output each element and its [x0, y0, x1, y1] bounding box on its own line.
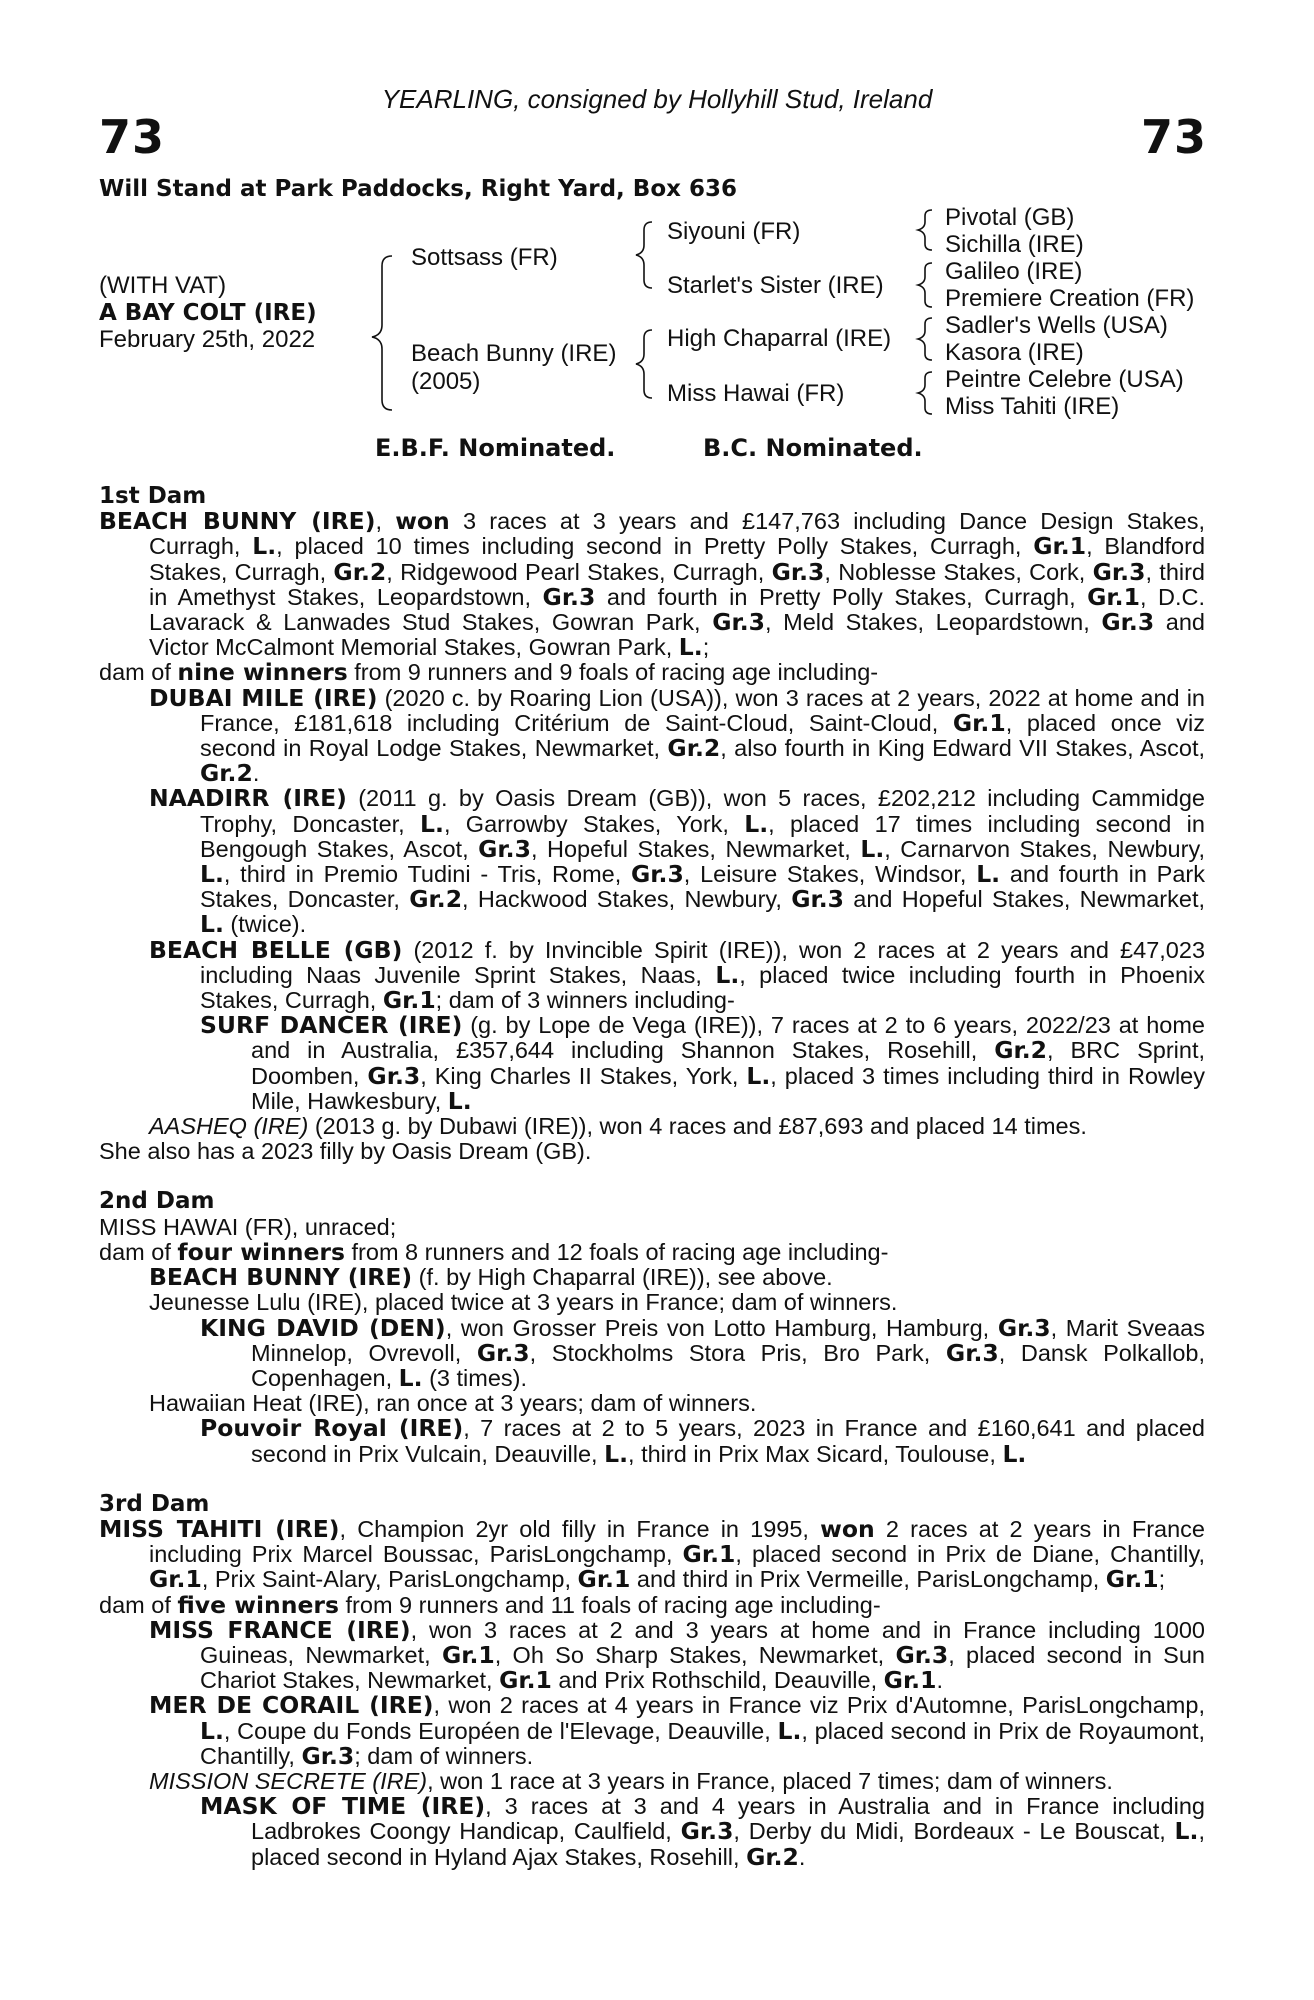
- stand-location: Will Stand at Park Paddocks, Right Yard, Box 636: [99, 176, 737, 202]
- pedigree-ggp-6: Kasora (IRE): [945, 339, 1084, 366]
- catalogue-body: [99, 484, 1205, 1870]
- pedigree-sire-dam: Starlet's Sister (IRE): [667, 272, 884, 299]
- second-dam-record: MISS HAWAI (FR), unraced;: [99, 1213, 397, 1240]
- pedigree-ggp-4: Premiere Creation (FR): [945, 285, 1195, 312]
- pedigree-ggp-7: Peintre Celebre (USA): [945, 366, 1184, 393]
- vat-note: (WITH VAT): [99, 272, 227, 299]
- pedigree-ggp-8: Miss Tahiti (IRE): [945, 393, 1120, 420]
- first-dam-heading: 1st Dam: [99, 483, 207, 509]
- bc-nomination: B.C. Nominated.: [703, 434, 923, 462]
- pedigree-dam-year: (2005): [411, 368, 481, 395]
- pedigree-dam-sire: High Chaparral (IRE): [667, 325, 892, 352]
- pedigree-ggp-2: Sichilla (IRE): [945, 231, 1084, 258]
- horse-name: A BAY COLT (IRE): [99, 300, 317, 326]
- third-dam-record: MISS TAHITI (IRE), Champion 2yr old filly in France in 1995, won 2 races at 2 years in France including Prix Marcel Boussac, ParisLongchamp, Gr.1, placed second in Prix de Diane, Chantilly, Gr.1, Prix Saint-Alary, ParisLongchamp, Gr.1 and third in Prix Vermeille, ParisLongchamp, Gr.1;: [99, 1514, 1206, 1594]
- second-dam-heading: 2nd Dam: [99, 1188, 215, 1215]
- produce-hawaiian-heat: Hawaiian Heat (IRE), ran once at 3 years; dam of winners.: [149, 1390, 757, 1417]
- produce-mask-of-time: MASK OF TIME (IRE), 3 races at 3 and 4 years in Australia and in France including Ladbrokes Coongy Handicap, Caulfield, Gr.3, Derby du Midi, Bordeaux - Le Bouscat, L., placed second in Hyland Ajax Stakes, Rosehill, Gr.2.: [200, 1792, 1205, 1871]
- pedigree-ggp-1: Pivotal (GB): [945, 204, 1075, 231]
- pedigree-sire: Sottsass (FR): [411, 244, 558, 271]
- horse-foaled-date: February 25th, 2022: [99, 326, 316, 353]
- produce-aasheq: AASHEQ (IRE) (2013 g. by Dubawi (IRE)), won 4 races and £87,693 and placed 14 times.: [149, 1113, 1087, 1140]
- third-dam-produce-summary: dam of five winners from 9 runners and 11 foals of racing age including-: [99, 1590, 881, 1619]
- produce-king-david: KING DAVID (DEN), won Grosser Preis von Lotto Hamburg, Hamburg, Gr.3, Marit Sveaas Minnelop, Ovrevoll, Gr.3, Stockholms Stora Pris, Bro Park, Gr.3, Dansk Polkallob, Copenhagen, L. (3 times).: [200, 1313, 1205, 1392]
- third-dam-heading: 3rd Dam: [99, 1490, 210, 1517]
- consignment-line: YEARLING, consigned by Hollyhill Stud, Ireland: [381, 84, 933, 114]
- lot-number-right: 73: [1140, 110, 1207, 164]
- produce-miss-france: MISS FRANCE (IRE), won 3 races at 2 and 3 years at home and in France including 1000 Guineas, Newmarket, Gr.1, Oh So Sharp Stakes, Newmarket, Gr.3, placed second in Sun Chariot Stakes, Newmarket, Gr.1 and Prix Rothschild, Deauville, Gr.1.: [149, 1615, 1205, 1695]
- produce-pouvoir-royal: Pouvoir Royal (IRE), 7 races at 2 to 5 years, 2023 in France and £160,641 and placed second in Prix Vulcain, Deauville, L., third in Prix Max Sicard, Toulouse, L.: [200, 1414, 1205, 1468]
- first-dam-record: BEACH BUNNY (IRE), won 3 races at 3 years and £147,763 including Dance Design Stakes, Curragh, L., placed 10 times including second in Pretty Polly Stakes, Curragh, Gr.1, Blandford Stakes, Curragh, Gr.2, Ridgewood Pearl Stakes, Curragh, Gr.3, Noblesse Stakes, Cork, Gr.3, third in Amethyst Stakes, Leopardstown, Gr.3 and fourth in Pretty Polly Stakes, Curragh, Gr.1, D.C. Lavarack & Lanwades Stud Stakes, Gowran Park, Gr.3, Meld Stakes, Leopardstown, Gr.3 and Victor McCalmont Memorial Stakes, Gowran Park, L.;: [99, 507, 1206, 662]
- pedigree-dam: Beach Bunny (IRE): [411, 340, 617, 367]
- pedigree-sire-sire: Siyouni (FR): [667, 218, 801, 245]
- lot-number-left: 73: [99, 110, 166, 164]
- pedigree-dam-dam: Miss Hawai (FR): [667, 380, 845, 407]
- first-dam-produce-summary: dam of nine winners from 9 runners and 9 foals of racing age including-: [99, 658, 879, 687]
- produce-mer-de-corail: MER DE CORAIL (IRE), won 2 races at 4 years in France viz Prix d'Automne, ParisLongchamp, L., Coupe du Fonds Européen de l'Elevage, Deauville, L., placed second in Prix de Royaumont, Chantilly, Gr.3; dam of winners.: [149, 1691, 1205, 1770]
- second-dam-produce-summary: dam of four winners from 8 runners and 12 foals of racing age including-: [99, 1237, 889, 1266]
- produce-mission-secrete: MISSION SECRETE (IRE), won 1 race at 3 years in France, placed 7 times; dam of winners.: [149, 1767, 1113, 1794]
- pedigree-ggp-3: Galileo (IRE): [945, 258, 1083, 285]
- ebf-nomination: E.B.F. Nominated.: [375, 434, 616, 462]
- produce-naadirr: NAADIRR (IRE) (2011 g. by Oasis Dream (GB)), won 5 races, £202,212 including Cammidge Trophy, Doncaster, L., Garrowby Stakes, York, L., placed 17 times including second in Bengough Stakes, Ascot, Gr.3, Hopeful Stakes, Newmarket, L., Carnarvon Stakes, Newbury, L., third in Premio Tudini - Tris, Rome, Gr.3, Leisure Stakes, Windsor, L. and fourth in Park Stakes, Doncaster, Gr.2, Hackwood Stakes, Newbury, Gr.3 and Hopeful Stakes, Newmarket, L. (twice).: [149, 784, 1205, 939]
- produce-beach-bunny: BEACH BUNNY (IRE) (f. by High Chaparral (IRE)), see above.: [149, 1263, 833, 1292]
- produce-beach-belle: BEACH BELLE (GB) (2012 f. by Invincible Spirit (IRE)), won 2 races at 2 years and £47,023 including Naas Juvenile Sprint Stakes, Naas, L., placed twice including fourth in Phoenix Stakes, Curragh, Gr.1; dam of 3 winners including-: [149, 935, 1206, 1015]
- produce-surf-dancer: SURF DANCER (IRE) (g. by Lope de Vega (IRE)), 7 races at 2 to 6 years, 2022/23 at home and in Australia, £357,644 including Shannon Stakes, Rosehill, Gr.2, BRC Sprint, Doomben, Gr.3, King Charles II Stakes, York, L., placed 3 times including third in Rowley Mile, Hawkesbury, L.: [200, 1011, 1206, 1115]
- produce-dubai-mile: DUBAI MILE (IRE) (2020 c. by Roaring Lion (USA)), won 3 races at 2 years, 2022 at home and in France, £181,618 including Critérium de Saint-Cloud, Saint-Cloud, Gr.1, placed once viz second in Royal Lodge Stakes, Newmarket, Gr.2, also fourth in King Edward VII Stakes, Ascot, Gr.2.: [149, 683, 1206, 788]
- first-dam-note: She also has a 2023 filly by Oasis Dream (GB).: [99, 1138, 592, 1165]
- pedigree-ggp-5: Sadler's Wells (USA): [945, 312, 1168, 339]
- produce-jeunesse-lulu: Jeunesse Lulu (IRE), placed twice at 3 years in France; dam of winners.: [149, 1289, 898, 1316]
